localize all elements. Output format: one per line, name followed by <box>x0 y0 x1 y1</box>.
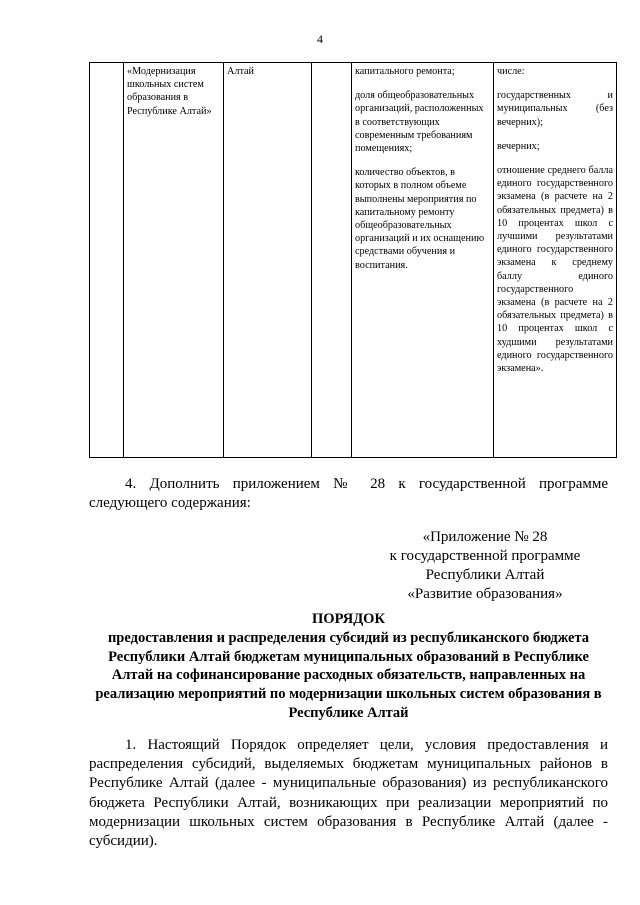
table-cell-program: «Модернизация школьных систем образования в Республике Алтай» <box>124 63 224 458</box>
continuation-table <box>89 62 617 458</box>
page-number: 4 <box>317 32 323 46</box>
heading-title: ПОРЯДОК <box>312 611 385 627</box>
table-row <box>90 63 617 458</box>
table-cell-results <box>494 63 617 458</box>
appendix-line: к государственной программе <box>389 548 581 564</box>
paragraph-1: 1. Настоящий Порядок определяет цели, условия предоставления и распределения субсидий, выделяемых бюджетам муниципальных районов в Республике Алтай (далее - муниципальные образования) из республиканского бюджета Республики Алтай, возникающих при реализации мероприятий по модернизации школьных систем образования в Республике Алтай (далее - субсидии). <box>89 737 608 850</box>
document-heading <box>89 610 608 723</box>
result-text: государственных и муниципальных (без вечерних); <box>497 90 613 128</box>
appendix-line: «Приложение № 28 <box>422 529 548 545</box>
heading-subtitle: предоставления и распределения субсидий из республиканского бюджета Республики Алтай бюджетам муниципальных образований в Республике Алтай на софинансирование расходных обязательств, направленных на реализацию мероприятий по модернизации школьных систем образования в Республике Алтай <box>95 629 602 721</box>
table-cell-empty <box>312 63 352 458</box>
appendix-header <box>360 528 610 604</box>
appendix-line: «Развитие образования» <box>407 586 563 602</box>
indicator-text: доля общеобразовательных организаций, расположенных в соответствующих современным требованиям помещениях; <box>355 90 484 155</box>
indicator-text: количество объектов, в которых в полном объеме выполнены мероприятия по капитальному ремонту общеобразовательных организаций и их оснащению средствами обучения и воспитания. <box>355 167 485 271</box>
result-text: числе: <box>497 66 525 77</box>
table-cell-region: Алтай <box>224 63 312 458</box>
result-text: вечерних; <box>497 140 540 152</box>
result-text: отношение среднего балла единого государственного экзамена (в расчете на 2 обязательных предмета) в 10 процентах школ с лучшими результатами единого государственного экзамена к среднему баллу единого государственного экзамена (в расчете на 2 обязательных предмета) в 10 процентах школ с худшими результатами единого государственного экзамена». <box>497 165 613 375</box>
table-cell-number <box>90 63 124 458</box>
item-4-text: 4. Дополнить приложением № 28 к государственной программе следующего содержания: <box>89 476 608 511</box>
table-cell-indicators <box>352 63 494 458</box>
indicator-text: капитального ремонта; <box>355 66 455 77</box>
appendix-line: Республики Алтай <box>425 567 545 583</box>
